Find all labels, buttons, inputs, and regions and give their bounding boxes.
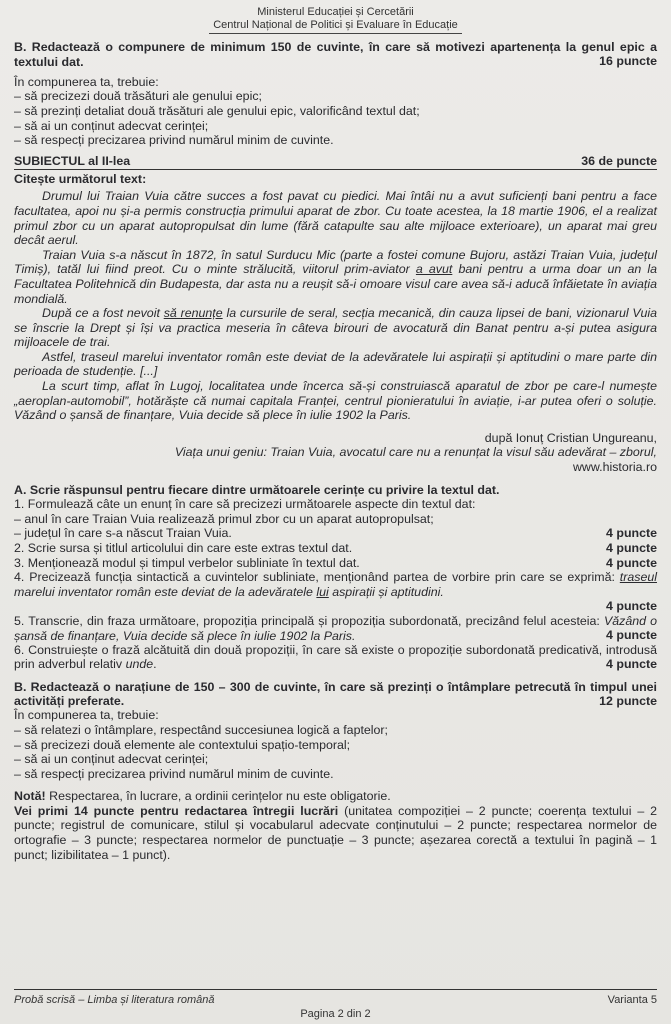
section-b2-title: B. Redactează o narațiune de 150 – 300 de cuvinte, în care să prezinți o întâmplare petrecută în timpul unei activități preferate. [14, 679, 657, 709]
question-4-points: 4 puncte [606, 599, 657, 614]
reading-text [14, 189, 657, 423]
text-segment: 4. Precizează funcția sintactică a cuvintelor subliniate, menționând partea de vorbire prin care se exprimă: [14, 570, 620, 585]
underlined-verb: a avut [415, 262, 453, 277]
text-segment: Traian Vuia s-a născut în 1872, în satul Surducu Mic (parte a fostei comune Bujoru, astăzi Traian Vuia, județul Timiș), tatăl lui fiind preot. Cu o minte strălucită, viitorul prim-aviator [14, 247, 657, 277]
credit-title: Viața unui geniu: Traian Vuia, avocatul care nu a renunțat la visul său adevărat – zborul, [174, 445, 657, 460]
question-1b: – județul în care s-a născut Traian Vuia. [14, 526, 232, 541]
underlined-verb: să renunțe [163, 306, 223, 321]
section-b1-points: 16 puncte [599, 54, 657, 69]
text-segment: bani pentru a urma doar un an la Facultatea Politehnică din Budapesta, dar asta nu a reușit să-i omoare visul care avea să-i aducă înfăietate în aviația mondială. [14, 262, 657, 306]
note-line [14, 789, 657, 804]
subject-2-title: SUBIECTUL al II-lea [14, 153, 131, 168]
subject-2-heading [14, 154, 657, 170]
source-credit [14, 431, 657, 475]
center-name: Centrul Național de Politici și Evaluare în Educație [209, 19, 462, 34]
grading-bold: Vei primi 14 puncte pentru redactarea întregii lucrări [14, 803, 339, 818]
footer-divider [14, 989, 657, 990]
question-3-points: 4 puncte [606, 555, 657, 570]
note-text: Respectarea, în lucrare, a ordinii cerințelor nu este obligatorie. [45, 789, 391, 804]
text-segment: . [153, 657, 157, 672]
question-2: 2. Scrie sursa și titlul articolului din care este extras textul dat. [14, 541, 353, 555]
text-segment: Văzând o șansă de finanțare, Vuia decide să plece în iulie 1902 la Paris. [14, 613, 658, 643]
question-4 [14, 570, 657, 599]
grading-details: (unitatea compoziției – 2 puncte; coerența textului – 2 puncte; registrul de comunicare, stilul și vocabularul adecvate conținutului – 2 puncte; respectarea normelor de ortografie – 3 puncte; respectarea normelor de punctuație – 3 puncte; așezarea corectă a textului în pagină – 1 punct; lizibilitatea – 1 punct). [14, 803, 657, 862]
text-segment: la cursurile de seral, secția mecanică, din cauza lipsei de bani, vizionarul Vuia se înscrie la Drept și își va practica meseria în câteva birouri de avocatură din Banat pentru a-și putea asigura mijloacele de trai. [14, 306, 657, 350]
section-a [14, 483, 657, 672]
list-item: – să prezinți detaliat două trăsături ale genului epic, valorificând textul dat; [14, 103, 420, 118]
text-paragraph-4: Astfel, traseul marelui inventator român este deviat de la adevăratele lui aspirații și aptitudini o mare parte din perioada de studenție. [...] [14, 349, 657, 379]
section-b1-title: B. Redactează o compunere de minimum 150 de cuvinte, în care să motivezi apartenența la genul epic a textului dat. [14, 40, 657, 69]
question-1: 1. Formulează câte un enunț în care să precizezi următoarele aspecte din textul dat: [14, 497, 476, 512]
text-segment: 5. Transcrie, din fraza următoare, propoziția principală și propoziția subordonată, precizând felul acesteia: [14, 613, 604, 628]
text-paragraph-5: La scurt timp, aflat în Lugoj, localitatea unde încerca să-și construiască aparatul de zbor pe care-l numește „aeroplan-automobil”, hotărăște că numai capitala Franței, centrul pionieratului în aviație, i-ar putea oferi o soluție. Văzând o șansă de finanțare, Vuia decide să plece în iulie 1902 la Paris. [14, 379, 657, 423]
note-block [14, 789, 657, 862]
text-segment: 6. Construiește o frază alcătuită din două propoziții, în care să existe o propoziție subordonată predicativă, introdusă prin adverbul relativ [14, 642, 657, 672]
question-1a: – anul în care Traian Vuia realizează primul zbor cu un aparat autopropulsat; [14, 511, 434, 526]
document-header [14, 6, 657, 34]
text-segment: După ce a fost nevoit [42, 306, 164, 321]
section-b1 [14, 40, 657, 148]
section-b1-intro: În compunerea ta, trebuie: [14, 74, 159, 89]
question-5-points: 4 puncte [606, 628, 657, 643]
list-item: – să ai un conținut adecvat cerinței; [14, 118, 209, 133]
question-6-points: 4 puncte [606, 656, 657, 671]
credit-site: www.historia.ro [572, 460, 657, 475]
underlined-word: traseul [619, 570, 657, 585]
footer-variant: Varianta 5 [607, 994, 657, 1006]
underlined-word: lui [316, 584, 329, 599]
list-item: – să respecți precizarea privind numărul minim de cuvinte. [14, 133, 334, 148]
text-paragraph-2 [14, 248, 657, 306]
list-item: – să precizezi două elemente ale contextului spațio-temporal; [14, 737, 351, 752]
section-b2 [14, 680, 657, 782]
list-item: – să respecți precizarea privind numărul minim de cuvinte. [14, 766, 334, 781]
read-instruction: Citește următorul text: [14, 171, 147, 186]
note-label: Notă! [14, 789, 46, 804]
section-b2-points: 12 puncte [599, 693, 657, 708]
subject-2-points: 36 de puncte [581, 153, 657, 168]
page-footer [14, 989, 657, 1020]
list-item: – să relatezi o întâmplare, respectând succesiunea logică a faptelor; [14, 722, 389, 737]
footer-exam-name: Probă scrisă – Limba și literatura română [14, 994, 215, 1006]
credit-author: după Ionuț Cristian Ungureanu, [484, 430, 657, 445]
text-segment: marelui inventator român este deviat de la adevăratele [14, 584, 317, 599]
ministry-name: Ministerul Educației și Cercetării [257, 6, 414, 18]
grading-note [14, 804, 657, 862]
list-item: – să ai un conținut adecvat cerinței; [14, 752, 209, 767]
section-b2-intro: În compunerea ta, trebuie: [14, 708, 159, 723]
text-segment: unde [125, 657, 154, 672]
footer-page-number: Pagina 2 din 2 [300, 1008, 371, 1020]
text-segment: aspirații și aptitudini. [328, 584, 444, 599]
section-b2-list [14, 723, 657, 781]
section-a-title: A. Scrie răspunsul pentru fiecare dintre următoarele cerințe cu privire la textul dat. [14, 482, 500, 497]
question-2-points: 4 puncte [606, 541, 657, 555]
list-item: – să precizezi două trăsături ale genului epic; [14, 89, 262, 104]
question-3: 3. Menționează modul și timpul verbelor subliniate în textul dat. [14, 555, 360, 570]
text-paragraph-1: Drumul lui Traian Vuia către succes a fost pavat cu piedici. Mai întâi nu a avut suficienți bani pentru a face facultatea, apoi nu și-a permis construcția primului aparat de zbor. Cu toate acestea, la 18 martie 1906, el a realizat primul zbor cu un aparat autopropulsat din lume (fără catapulte sau alte mijloace exterioare), un aparat mai greu decât aerul. [14, 189, 657, 248]
section-b1-list [14, 89, 657, 147]
text-paragraph-3 [14, 306, 657, 350]
question-1-points: 4 puncte [606, 526, 657, 541]
